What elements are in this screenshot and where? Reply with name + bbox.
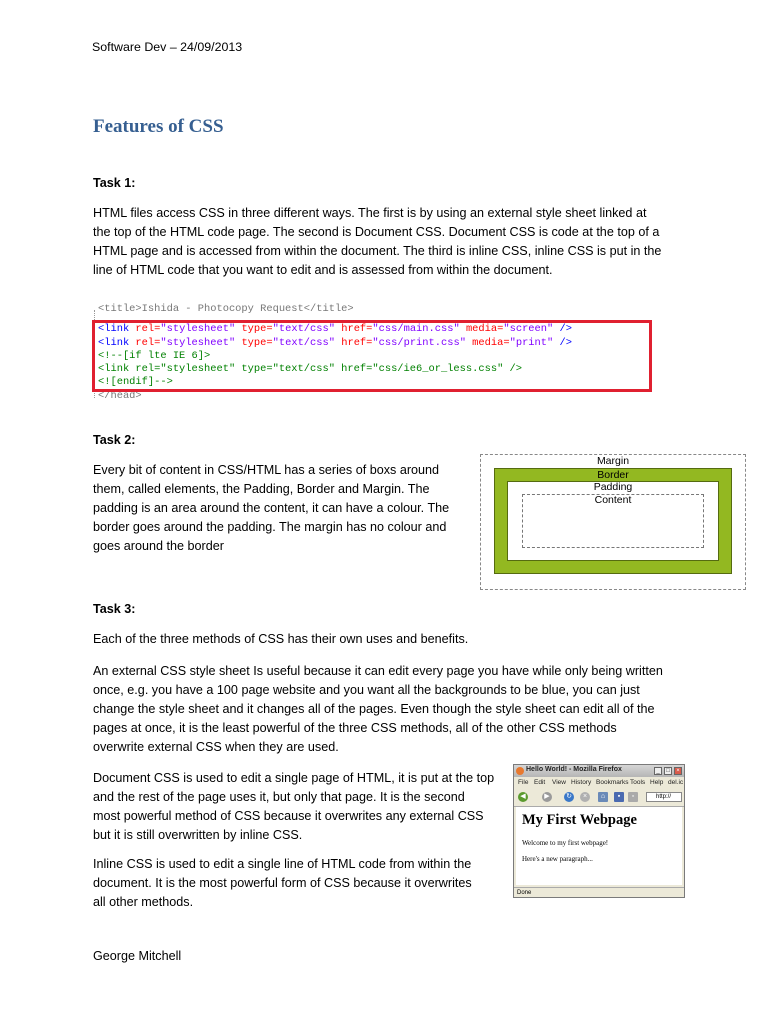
webpage-paragraph-1: Welcome to my first webpage! bbox=[522, 839, 609, 847]
paragraph-line: all other methods. bbox=[93, 895, 194, 909]
paragraph-line: them, called elements, the Padding, Border and Margin. The bbox=[93, 482, 430, 496]
browser-page bbox=[516, 807, 682, 885]
menu-bookmarks: Bookmarks bbox=[596, 779, 629, 786]
author-name: George Mitchell bbox=[93, 949, 182, 963]
content-label: Content bbox=[594, 494, 632, 506]
task1-paragraph bbox=[93, 204, 693, 280]
task3-intro: Each of the three methods of CSS has their own uses and benefits. bbox=[93, 632, 469, 646]
paragraph-line: Every bit of content in CSS/HTML has a series of boxs around bbox=[93, 463, 440, 477]
task2-heading: Task 2: bbox=[93, 433, 136, 447]
code-line-2: <link rel="stylesheet" type="text/css" href="css/print.css" media="print" /> bbox=[98, 337, 572, 349]
webpage-paragraph-2: Here's a new paragraph... bbox=[522, 855, 593, 863]
paragraph-line: pages at once, it is the least powerful of the three CSS methods, all of the other CSS methods bbox=[93, 721, 617, 735]
task2-paragraph bbox=[93, 461, 473, 556]
paragraph-line: HTML page and is accessed from within the document. The third is inline CSS, inline CSS is put in the bbox=[93, 244, 662, 258]
forward-icon: ▶ bbox=[542, 792, 552, 802]
code-line-5: <![endif]--> bbox=[98, 376, 173, 388]
paragraph-line: the top of the HTML code page. The second is Document CSS. Document CSS is code at the top of a bbox=[93, 225, 660, 239]
external-css-paragraph bbox=[93, 662, 713, 757]
maximize-icon: □ bbox=[664, 767, 672, 775]
document-header: Software Dev – 24/09/2013 bbox=[92, 40, 243, 54]
padding-area bbox=[507, 481, 719, 561]
paragraph-line: once, e.g. you have a 100 page website and you want all the backgrounds to be blue, you can just bbox=[93, 683, 640, 697]
margin-label: Margin bbox=[596, 455, 630, 467]
document-title: Features of CSS bbox=[93, 116, 224, 137]
webpage-heading: My First Webpage bbox=[522, 812, 637, 828]
back-icon: ◀ bbox=[518, 792, 528, 802]
browser-screenshot bbox=[513, 764, 685, 898]
paragraph-line: line of HTML code that you want to edit and is assessed from within the document. bbox=[93, 263, 553, 277]
border-area bbox=[494, 468, 732, 574]
paragraph-line: and the rest of the page uses it, but only that page. It is the second bbox=[93, 790, 465, 804]
stop-icon: × bbox=[580, 792, 590, 802]
code-line-4: <link rel="stylesheet" type="text/css" href="css/ie6_or_less.css" /> bbox=[98, 363, 523, 375]
browser-window-title: Hello World! - Mozilla Firefox bbox=[526, 766, 622, 773]
task3-heading: Task 3: bbox=[93, 602, 136, 616]
home-icon: ⌂ bbox=[598, 792, 608, 802]
reload-icon: ↻ bbox=[564, 792, 574, 802]
paragraph-line: An external CSS style sheet Is useful because it can edit every page you have while only being written bbox=[93, 664, 663, 678]
browser-status-bar: Done bbox=[514, 887, 684, 897]
paragraph-line: most powerful method of CSS because it overwrites any external CSS bbox=[93, 809, 484, 823]
paragraph-line: padding is an area around the content, it can have a colour. The bbox=[93, 501, 450, 515]
content-area bbox=[522, 494, 704, 548]
document-css-paragraph bbox=[93, 769, 503, 845]
menu-tools: Tools bbox=[630, 779, 646, 786]
padding-label: Padding bbox=[593, 481, 633, 493]
paragraph-line: but it is still overwritten by inline CSS. bbox=[93, 828, 303, 842]
paragraph-line: Document CSS is used to edit a single page of HTML, it is put at the top bbox=[93, 771, 495, 785]
minimize-icon: _ bbox=[654, 767, 662, 775]
browser-title-bar bbox=[514, 765, 684, 777]
border-label: Border bbox=[597, 469, 629, 481]
paragraph-line: border goes around the padding. The margin has no colour and bbox=[93, 520, 447, 534]
menu-edit: Edit bbox=[534, 779, 546, 786]
firefox-logo-icon bbox=[516, 767, 524, 775]
code-screenshot bbox=[90, 303, 656, 402]
menu-bookmark-site: del.ic bbox=[668, 779, 684, 786]
browser-url-field: http:// bbox=[646, 792, 682, 802]
code-line-3: <!--[if lte IE 6]> bbox=[98, 350, 211, 362]
menu-history: History bbox=[571, 779, 592, 786]
paragraph-line: goes around the border bbox=[93, 539, 224, 553]
paragraph-line: Inline CSS is used to edit a single line of HTML code from within the bbox=[93, 857, 472, 871]
inline-css-paragraph bbox=[93, 855, 503, 912]
close-icon: × bbox=[674, 767, 682, 775]
menu-view: View bbox=[552, 779, 566, 786]
menu-help: Help bbox=[650, 779, 664, 786]
menu-file: File bbox=[518, 779, 529, 786]
task1-heading: Task 1: bbox=[93, 176, 136, 190]
bookmark-icon: ▪ bbox=[614, 792, 624, 802]
paragraph-line: overwrite external CSS when they are used. bbox=[93, 740, 339, 754]
browser-menu-bar bbox=[514, 777, 684, 788]
code-line-partial-top: <title>Ishida - Photocopy Request</title> bbox=[98, 303, 354, 315]
box-model-diagram bbox=[480, 454, 746, 590]
paragraph-line: HTML files access CSS in three different ways. The first is by using an external style sheet linked at bbox=[93, 206, 647, 220]
browser-nav-bar bbox=[514, 788, 684, 807]
highlight-box bbox=[92, 320, 652, 392]
toolbar-icon: ▫ bbox=[628, 792, 638, 802]
code-line-partial-bottom: </head> bbox=[98, 390, 142, 402]
paragraph-line: change the style sheet and it changes all of the pages. Even though the style sheet can edit all of the bbox=[93, 702, 655, 716]
code-line-1: <link rel="stylesheet" type="text/css" href="css/main.css" media="screen" /> bbox=[98, 323, 572, 335]
paragraph-line: document. It is the most powerful form of CSS because it overwrites bbox=[93, 876, 472, 890]
